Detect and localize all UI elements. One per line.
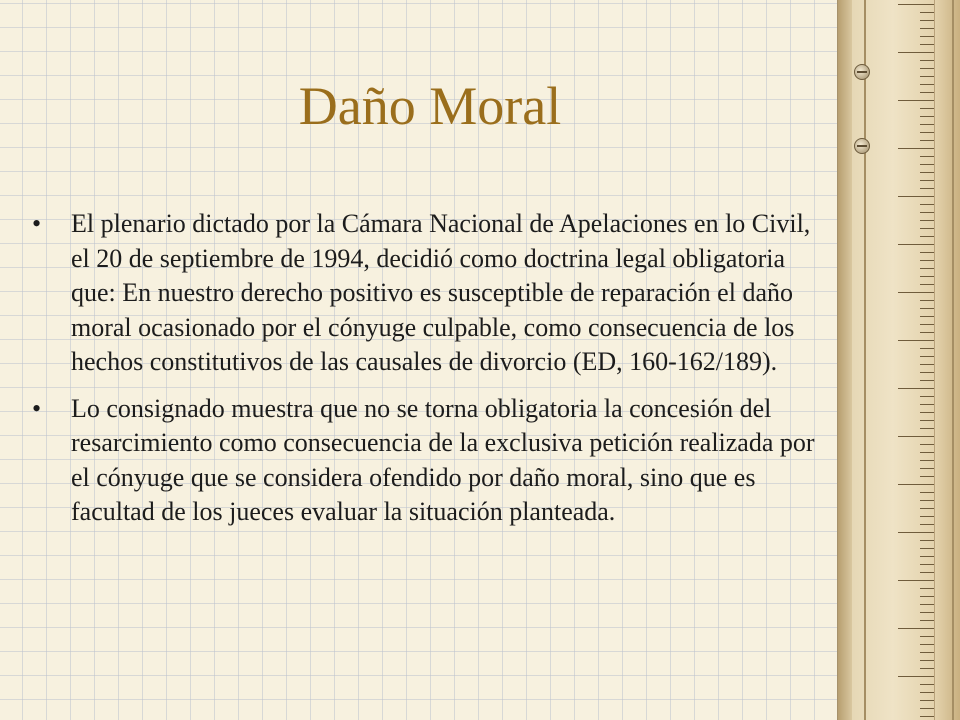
bullet-icon: • — [32, 393, 42, 423]
ruler-groove — [864, 0, 866, 720]
bullet-list — [32, 207, 832, 542]
ruler-decoration — [837, 0, 960, 720]
bullet-text-2: Lo consignado muestra que no se torna obligatoria la concesión del resarcimiento como consecuencia de la exclusiva petición realizada por el cónyuge que se considera ofendido por daño moral, sino que es facultad de los jueces evaluar la situación planteada. — [71, 393, 815, 526]
screw-icon — [854, 138, 870, 154]
bullet-item-2 — [32, 392, 832, 530]
slide-title: Daño Moral — [298, 76, 562, 136]
ruler-line — [952, 0, 954, 720]
screw-icon — [854, 64, 870, 80]
ruler-line — [934, 0, 935, 720]
bullet-item-1 — [32, 207, 832, 380]
ruler-ticks — [898, 0, 934, 720]
bullet-icon: • — [32, 209, 42, 238]
ruler-edge — [838, 0, 852, 720]
bullet-text-1: El plenario dictado por la Cámara Nacional de Apelaciones en lo Civil, el 20 de septiembre de 1994, decidió como doctrina legal obligatoria que: En nuestro derecho positivo es susceptible de reparación el daño moral ocasionado por el cónyuge culpable, como consecuencia de los hechos constitutivos de las causales de divorcio (ED, 160-162/189). — [71, 209, 811, 376]
